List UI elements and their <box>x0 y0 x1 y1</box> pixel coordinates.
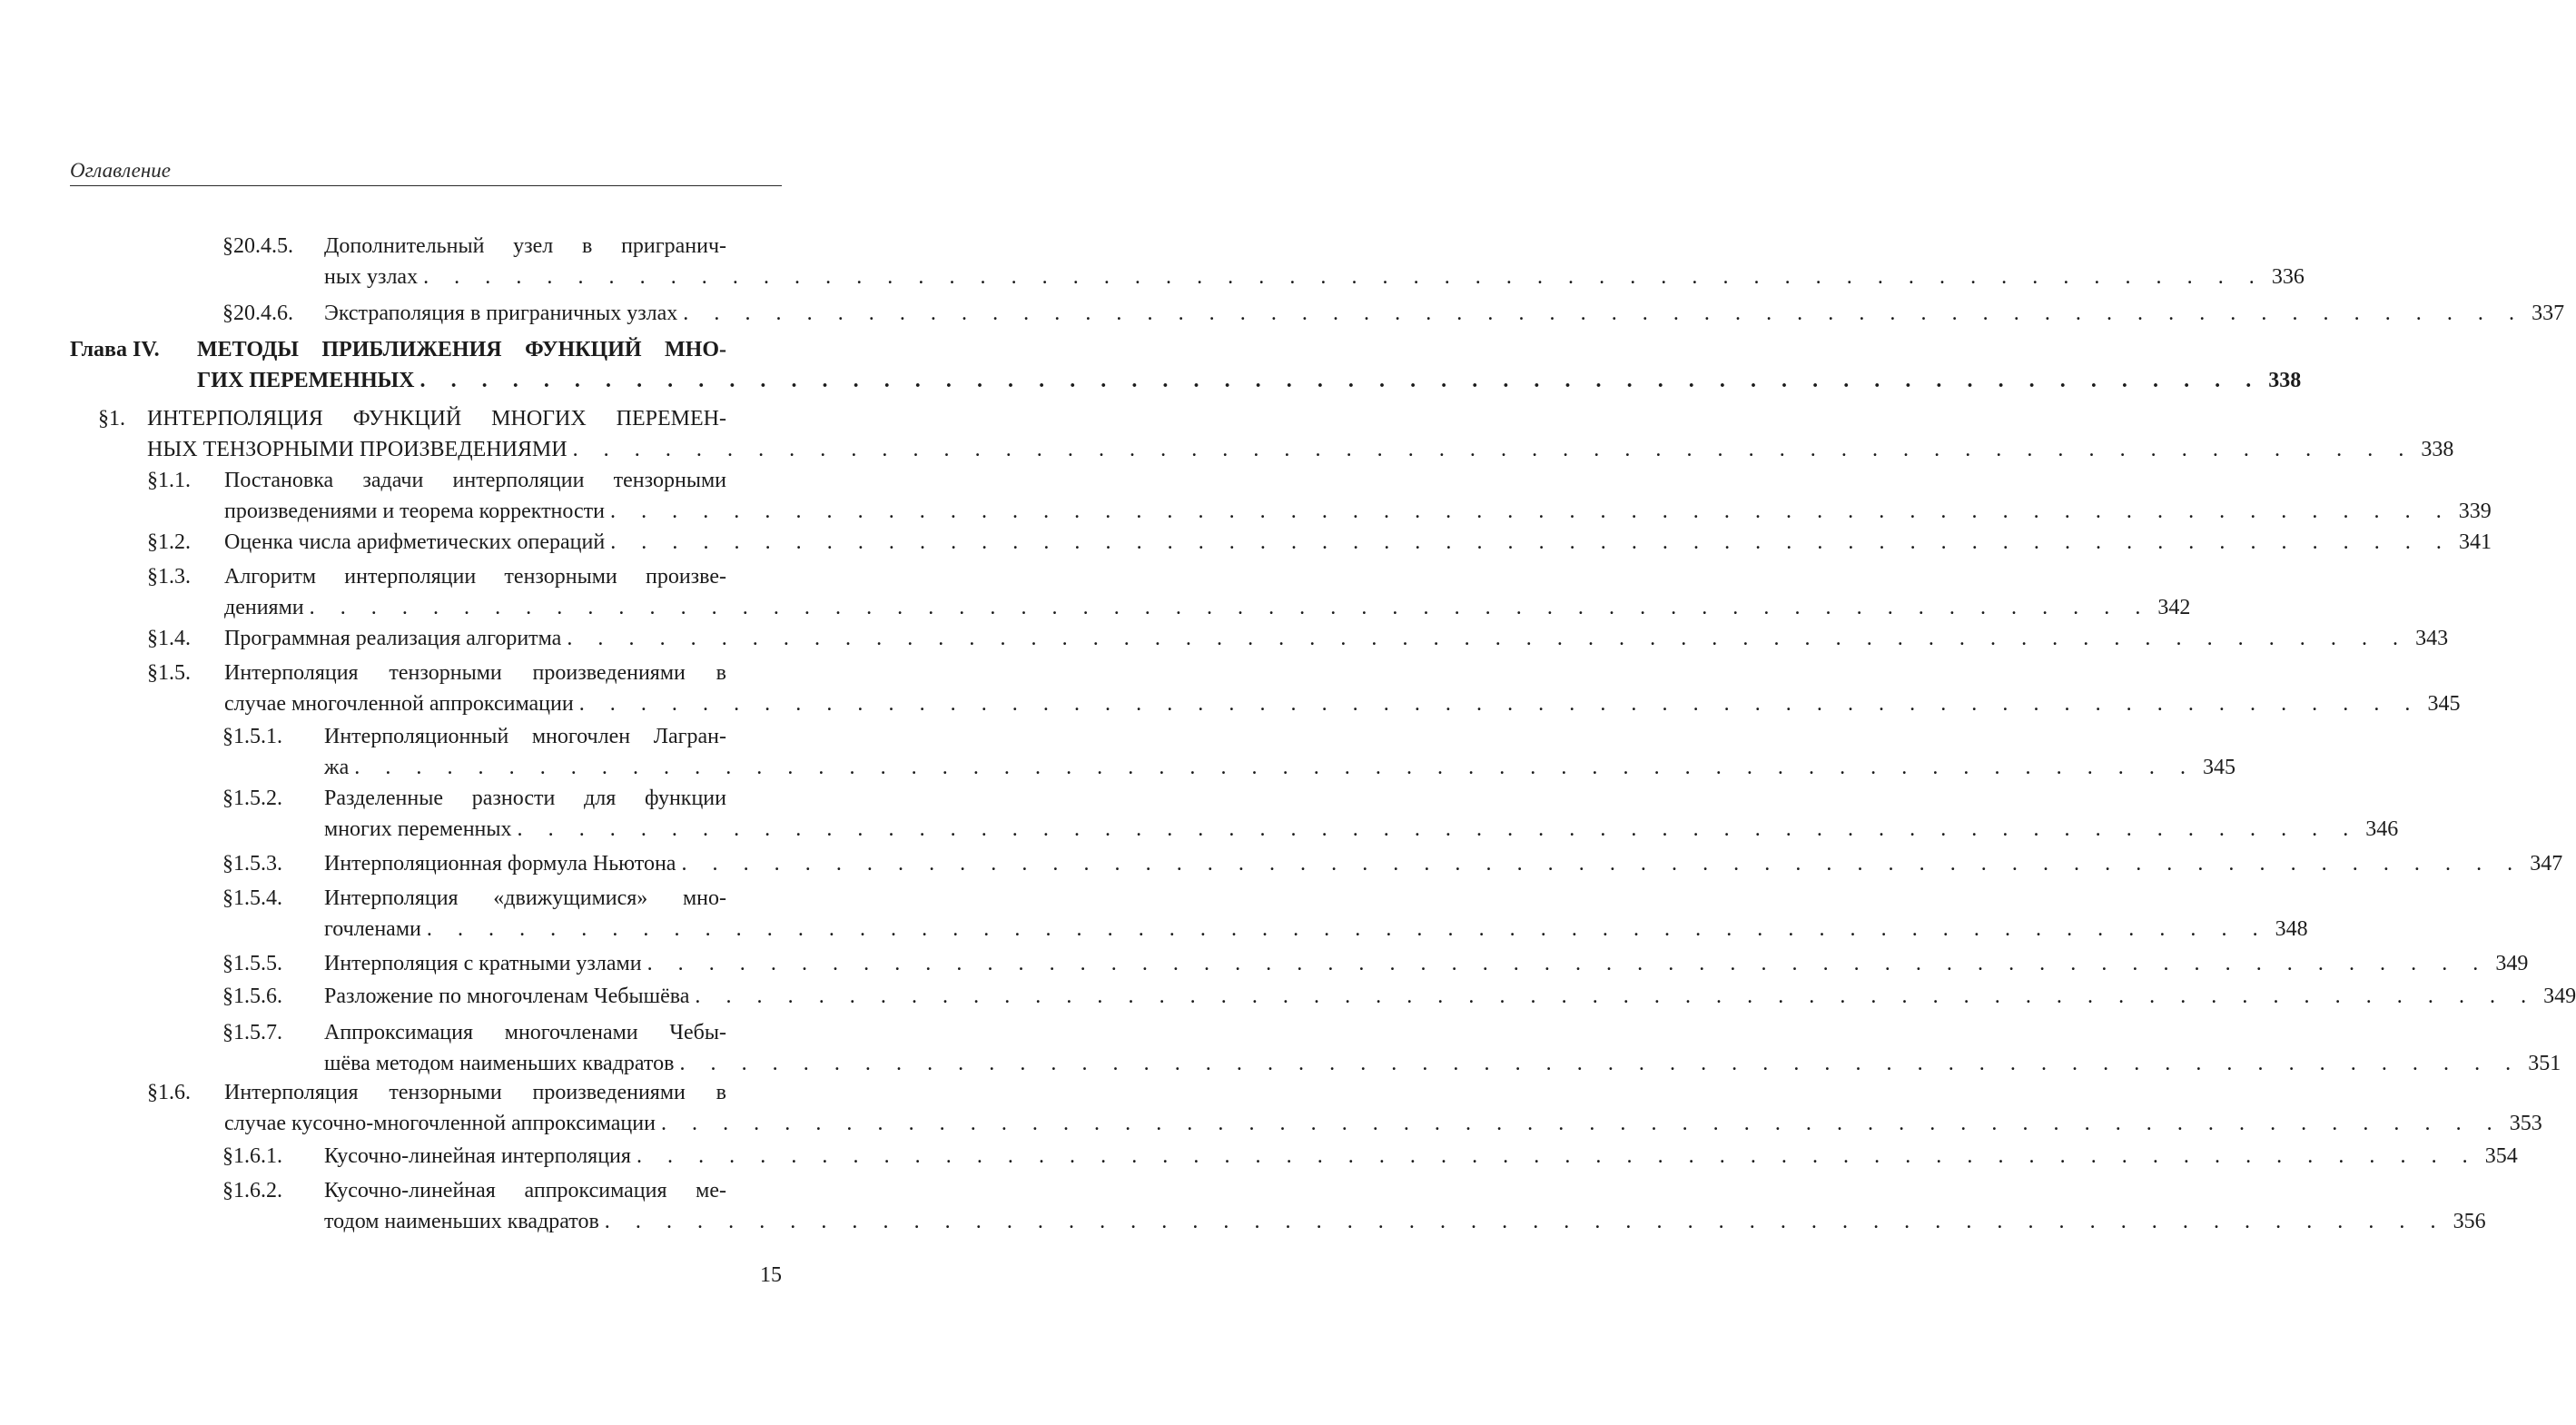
toc-entry-page: 345 <box>2427 692 2461 716</box>
dot-leader: . . . . . . . . . . . . . . . . . . . . . . . . . . . . . . . . . . . . . . . . . . . . . . . . . . . . . . . . . . . . <box>636 1144 2478 1168</box>
toc-entry-title-line: Постановка задачи интерполяции тензорными <box>224 469 726 492</box>
toc-entry-number: §1.5.6. <box>222 985 282 1008</box>
toc-entry-number: §1.5.1. <box>222 725 282 748</box>
toc-entry-page: 354 <box>2484 1144 2518 1168</box>
toc-entry-title-line: Дополнительный узел в пригранич- <box>324 234 726 258</box>
toc-entry-number: §1.6.1. <box>222 1144 282 1168</box>
toc-entry-title-line: Интерполяционная формула Ньютона <box>324 852 676 876</box>
toc-entry-title-line: гочленами <box>324 917 421 941</box>
toc-entry-title-line: Интерполяционный многочлен Лагран- <box>324 725 726 748</box>
toc-entry-title-line: МЕТОДЫ ПРИБЛИЖЕНИЯ ФУНКЦИЙ МНО- <box>197 338 726 361</box>
dot-leader: . . . . . . . . . . . . . . . . . . . . . . . . . . . . . . . . . . . . . . . . . . . . . . . . . . . . . . . . . . . . <box>610 530 2452 554</box>
toc-entry-title-line: Кусочно-линейная аппроксимация ме- <box>324 1179 726 1202</box>
toc-entry-page: 349 <box>2495 952 2529 975</box>
dot-leader: . . . . . . . . . . . . . . . . . . . . . . . . . . . . . . . . . . . . . . . . . . . . . . . . . . . . . . . . . . . . <box>609 500 2452 523</box>
toc-entry-title-line: Алгоритм интерполяции тензорными произве- <box>224 565 726 589</box>
dot-leader: . . . . . . . . . . . . . . . . . . . . . . . . . . . . . . . . . . . . . . . . . . . . . . . . . . . . . . . . . . . . <box>419 369 2262 392</box>
toc-entry-title-line: НЫХ ТЕНЗОРНЫМИ ПРОИЗВЕДЕНИЯМИ <box>147 438 568 461</box>
dot-leader: . . . . . . . . . . . . . . . . . . . . . . . . . . . . . . . . . . . . . . . . . . . . . . . . . . . . . . . . . . . . <box>681 852 2523 876</box>
page-number: 15 <box>760 1263 782 1287</box>
toc-entry-number: §1.1. <box>147 469 191 492</box>
toc-entry-title-line: ных узлах <box>324 265 419 289</box>
toc-entry-number: §1.6. <box>147 1081 191 1104</box>
dot-leader: . . . . . . . . . . . . . . . . . . . . . . . . . . . . . . . . . . . . . . . . . . . . . . . . . . . . . . . . . . . . <box>646 952 2489 975</box>
dot-leader: . . . . . . . . . . . . . . . . . . . . . . . . . . . . . . . . . . . . . . . . . . . . . . . . . . . . . . . . . . . . <box>426 917 2268 941</box>
toc-entry-page: 349 <box>2543 985 2576 1008</box>
toc-entry-title-line: Интерполяция «движущимися» мно- <box>324 886 726 910</box>
dot-leader: . . . . . . . . . . . . . . . . . . . . . . . . . . . . . . . . . . . . . . . . . . . . . . . . . . . . . . . . . . . . <box>578 692 2421 716</box>
toc-entry-page: 342 <box>2157 596 2191 619</box>
toc-entry-page: 356 <box>2453 1210 2486 1233</box>
toc-entry-page: 351 <box>2528 1052 2561 1075</box>
toc-entry-page: 343 <box>2415 627 2449 650</box>
toc-entry-title-line: ИНТЕРПОЛЯЦИЯ ФУНКЦИЙ МНОГИХ ПЕРЕМЕН- <box>147 407 726 430</box>
dot-leader: . . . . . . . . . . . . . . . . . . . . . . . . . . . . . . . . . . . . . . . . . . . . . . . . . . . . . . . . . . . . <box>567 627 2409 650</box>
toc-entry-page: 338 <box>2421 438 2454 461</box>
dot-leader: . . . . . . . . . . . . . . . . . . . . . . . . . . . . . . . . . . . . . . . . . . . . . . . . . . . . . . . . . . . . <box>309 596 2151 619</box>
toc-entry-title-line: Разделенные разности для функции <box>324 787 726 810</box>
toc-entry-number: §1. <box>98 407 125 430</box>
toc-entry-title-line: тодом наименьших квадратов <box>324 1210 599 1233</box>
dot-leader: . . . . . . . . . . . . . . . . . . . . . . . . . . . . . . . . . . . . . . . . . . . . . . . . . . . . . . . . . . . . <box>695 985 2537 1008</box>
dot-leader: . . . . . . . . . . . . . . . . . . . . . . . . . . . . . . . . . . . . . . . . . . . . . . . . . . . . . . . . . . . . <box>572 438 2414 461</box>
toc-entry-title-line: Интерполяция тензорными произведениями в <box>224 1081 726 1104</box>
toc-entry-page: 353 <box>2509 1112 2542 1135</box>
toc-entry-page: 347 <box>2530 852 2563 876</box>
toc-entry-title-line: Интерполяция с кратными узлами <box>324 952 642 975</box>
toc-entry-page: 348 <box>2275 917 2308 941</box>
toc-entry-page: 338 <box>2268 369 2302 392</box>
dot-leader: . . . . . . . . . . . . . . . . . . . . . . . . . . . . . . . . . . . . . . . . . . . . . . . . . . . . . . . . . . . . <box>683 302 2525 325</box>
toc-entry-page: 337 <box>2532 302 2565 325</box>
toc-entry-number: §1.5.4. <box>222 886 282 910</box>
toc-entry-title-line: случае кусочно-многочленной аппроксимации <box>224 1112 656 1135</box>
toc-entry-number: §1.3. <box>147 565 191 589</box>
dot-leader: . . . . . . . . . . . . . . . . . . . . . . . . . . . . . . . . . . . . . . . . . . . . . . . . . . . . . . . . . . . . <box>660 1112 2502 1135</box>
dot-leader: . . . . . . . . . . . . . . . . . . . . . . . . . . . . . . . . . . . . . . . . . . . . . . . . . . . . . . . . . . . . <box>423 265 2265 289</box>
dot-leader: . . . . . . . . . . . . . . . . . . . . . . . . . . . . . . . . . . . . . . . . . . . . . . . . . . . . . . . . . . . . <box>604 1210 2446 1233</box>
toc-entry-title-line: Оценка числа арифметических операций <box>224 530 606 554</box>
toc-entry-title-line: дениями <box>224 596 304 619</box>
toc-entry-number: §20.4.5. <box>222 234 293 258</box>
toc-entry-number: §1.6.2. <box>222 1179 282 1202</box>
toc-entry-number: §1.4. <box>147 627 191 650</box>
running-header-title: Оглавление <box>70 159 172 182</box>
toc-entry-title-line: Разложение по многочленам Чебышёва <box>324 985 690 1008</box>
toc-entry-page: 336 <box>2271 265 2305 289</box>
toc-entry-number: §1.2. <box>147 530 191 554</box>
dot-leader: . . . . . . . . . . . . . . . . . . . . . . . . . . . . . . . . . . . . . . . . . . . . . . . . . . . . . . . . . . . . <box>354 756 2196 779</box>
toc-entry-page: 339 <box>2458 500 2492 523</box>
toc-entry-title-line: Интерполяция тензорными произведениями в <box>224 661 726 685</box>
toc-entry-number: §1.5.7. <box>222 1021 282 1044</box>
toc-entry-title-line: произведениями и теорема корректности <box>224 500 605 523</box>
toc-entry-title-line: случае многочленной аппроксимации <box>224 692 574 716</box>
running-header <box>70 156 782 186</box>
toc-entry-title-line: Аппроксимация многочленами Чебы- <box>324 1021 726 1044</box>
toc-entry-number: §1.5.2. <box>222 787 282 810</box>
dot-leader: . . . . . . . . . . . . . . . . . . . . . . . . . . . . . . . . . . . . . . . . . . . . . . . . . . . . . . . . . . . . <box>679 1052 2522 1075</box>
toc-entry-title-line: Экстраполяция в приграничных узлах <box>324 302 678 325</box>
toc-entry-number: §1.5.5. <box>222 952 282 975</box>
dot-leader: . . . . . . . . . . . . . . . . . . . . . . . . . . . . . . . . . . . . . . . . . . . . . . . . . . . . . . . . . . . . <box>517 817 2359 841</box>
toc-entry-page: 341 <box>2458 530 2492 554</box>
toc-entry-title-line: ГИХ ПЕРЕМЕННЫХ <box>197 369 415 392</box>
toc-entry-title-line: жа <box>324 756 350 779</box>
toc-entry-number: §20.4.6. <box>222 302 293 325</box>
toc-entry-title-line: многих переменных <box>324 817 512 841</box>
toc-entry-number: Глава IV. <box>70 338 160 361</box>
toc-entry-page: 346 <box>2365 817 2399 841</box>
toc-entry-number: §1.5.3. <box>222 852 282 876</box>
toc-entry-number: §1.5. <box>147 661 191 685</box>
toc-entry-page: 345 <box>2203 756 2235 779</box>
toc-entry-title-line: Программная реализация алгоритма <box>224 627 562 650</box>
toc-entry-title-line: Кусочно-линейная интерполяция <box>324 1144 631 1168</box>
toc-entry-title-line: шёва методом наименьших квадратов <box>324 1052 675 1075</box>
